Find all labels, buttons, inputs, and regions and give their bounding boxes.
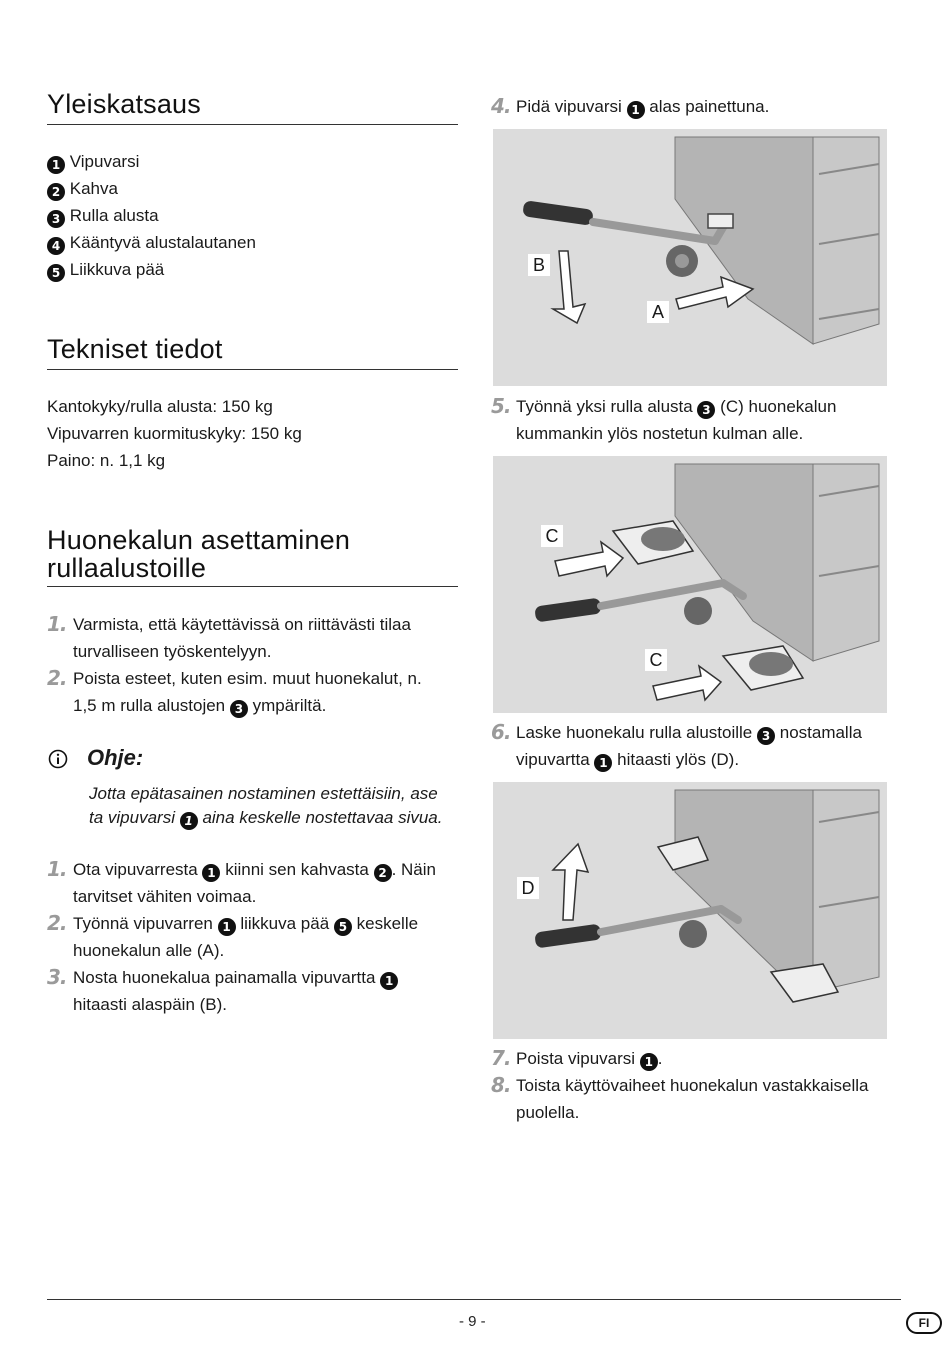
step-text	[516, 719, 862, 746]
placing-title-line2: rullaalustoille	[47, 553, 207, 583]
prep-step-text: Varmista, että käytettävissä on riittävästi tilaa	[73, 615, 411, 634]
footer-rule	[47, 1299, 901, 1300]
placing-rule	[47, 586, 458, 587]
overview-item-label: Liikkuva pää	[69, 260, 165, 279]
step-number: 1.	[47, 857, 67, 881]
badge-1: 1	[218, 918, 236, 936]
step-text: hitaasti alaspäin (B).	[73, 995, 228, 1014]
language-badge: FI	[906, 1312, 942, 1334]
text-fragment: ympäriltä.	[252, 696, 327, 715]
overview-item	[47, 175, 118, 202]
text-fragment: keskelle	[356, 914, 419, 933]
step-text	[73, 964, 398, 991]
step-text	[516, 1045, 663, 1072]
badge-3: 3	[47, 210, 65, 228]
spec-line: Paino: n. 1,1 kg	[47, 451, 166, 470]
step-text: kummankin ylös nostetun kulman alle.	[516, 424, 804, 443]
text-fragment: 1,5 m rulla alustojen	[73, 696, 226, 715]
step-text	[73, 910, 418, 937]
specs-title: Tekniset tiedot	[47, 334, 223, 364]
figure-label-c: C	[645, 649, 667, 671]
figure-label-b: B	[528, 254, 550, 276]
note-text	[89, 804, 443, 831]
badge-5: 5	[334, 918, 352, 936]
step-number: 8.	[491, 1073, 511, 1097]
step-text: tarvitset vähiten voimaa.	[73, 887, 257, 906]
figure-label-d: D	[517, 877, 539, 899]
badge-1: 1	[640, 1053, 658, 1071]
text-fragment: nostamalla	[779, 723, 862, 742]
prep-step-text: Poista esteet, kuten esim. muut huonekalut, n.	[73, 669, 422, 688]
text-fragment: . Näin	[391, 860, 436, 879]
note-title: Ohje:	[87, 745, 144, 770]
badge-3: 3	[697, 401, 715, 419]
overview-item-label: Vipuvarsi	[69, 152, 140, 171]
figure-dollies-placed	[493, 456, 887, 713]
text-fragment: Poista vipuvarsi	[516, 1049, 636, 1068]
badge-1: 1	[627, 101, 645, 119]
prep-step-text: turvalliseen työskentelyyn.	[73, 642, 272, 661]
step-number: 6.	[491, 720, 511, 744]
step-number: 2.	[47, 666, 67, 690]
overview-rule	[47, 124, 458, 125]
text-fragment: alas painettuna.	[649, 97, 770, 116]
figure-label-c: C	[541, 525, 563, 547]
step-text	[516, 93, 769, 120]
text-fragment: .	[657, 1049, 663, 1068]
text-fragment: ta vipuvarsi	[89, 808, 175, 827]
step-number: 5.	[491, 394, 511, 418]
badge-2: 2	[374, 864, 392, 882]
text-fragment: hitaasti ylös (D).	[617, 750, 740, 769]
badge-1: 1	[180, 812, 198, 830]
badge-1: 1	[380, 972, 398, 990]
text-fragment: vipuvartta	[516, 750, 590, 769]
overview-item	[47, 256, 164, 283]
step-text	[516, 746, 739, 773]
text-fragment: (C) huonekalun	[720, 397, 837, 416]
text-fragment: liikkuva pää	[240, 914, 330, 933]
step-number: 4.	[491, 94, 511, 118]
text-fragment: Työnnä vipuvarren	[73, 914, 213, 933]
overview-item-label: Rulla alusta	[69, 206, 159, 225]
text-fragment: Laske huonekalu rulla alustoille	[516, 723, 753, 742]
badge-2: 2	[47, 183, 65, 201]
badge-1: 1	[47, 156, 65, 174]
badge-3: 3	[230, 700, 248, 718]
step-number: 7.	[491, 1046, 511, 1070]
placing-title-line1: Huonekalun asettaminen	[47, 525, 351, 555]
figure-lowering	[493, 782, 887, 1039]
step-number: 3.	[47, 965, 67, 989]
step-text	[73, 856, 436, 883]
overview-title: Yleiskatsaus	[47, 89, 201, 119]
step-text: puolella.	[516, 1103, 580, 1122]
spec-line: Kantokyky/rulla alusta: 150 kg	[47, 397, 273, 416]
text-fragment: kiinni sen kahvasta	[225, 860, 369, 879]
text-fragment: aina keskelle nostettavaa sivua.	[202, 808, 443, 827]
figure-lever-pressed	[493, 129, 887, 386]
spec-line: Vipuvarren kuormituskyky: 150 kg	[47, 424, 302, 443]
figure-label-a: A	[647, 301, 669, 323]
step-text: Toista käyttövaiheet huonekalun vastakkaisella	[516, 1076, 869, 1095]
text-fragment: Nosta huonekalua painamalla vipuvartta	[73, 968, 376, 987]
overview-item	[47, 148, 139, 175]
text-fragment: Ota vipuvarresta	[73, 860, 198, 879]
prep-step-text	[73, 692, 326, 719]
step-number: 1.	[47, 612, 67, 636]
badge-4: 4	[47, 237, 65, 255]
overview-item	[47, 202, 159, 229]
badge-5: 5	[47, 264, 65, 282]
text-fragment: Työnnä yksi rulla alusta	[516, 397, 693, 416]
overview-item	[47, 229, 256, 256]
step-text: huonekalun alle (A).	[73, 941, 225, 960]
overview-item-label: Kahva	[69, 179, 118, 198]
text-fragment: Pidä vipuvarsi	[516, 97, 622, 116]
specs-rule	[47, 369, 458, 370]
badge-1: 1	[202, 864, 220, 882]
overview-item-label: Kääntyvä alustalautanen	[69, 233, 256, 252]
note-text: Jotta epätasainen nostaminen estettäisiin, ase	[89, 784, 438, 803]
step-text	[516, 393, 836, 420]
badge-3: 3	[757, 727, 775, 745]
badge-1: 1	[594, 754, 612, 772]
step-number: 2.	[47, 911, 67, 935]
info-icon	[48, 749, 68, 769]
page-number: - 9 -	[459, 1313, 486, 1330]
